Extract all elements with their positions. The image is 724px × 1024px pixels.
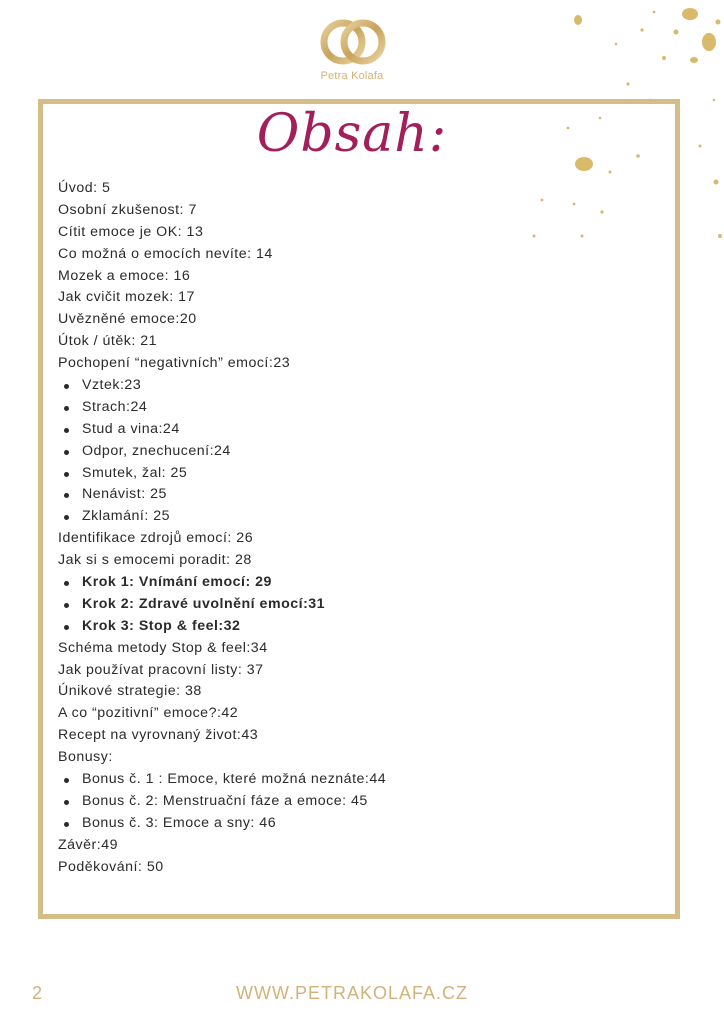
- toc-subitem: Krok 1: Vnímání emocí: 29: [58, 572, 658, 594]
- toc-subitem: Bonus č. 2: Menstruační fáze a emoce: 45: [58, 791, 658, 813]
- toc-item: Závěr:49: [58, 836, 118, 853]
- toc-item: Bonusy:: [58, 749, 113, 766]
- toc-item: Identifikace zdrojů emocí: 26: [58, 530, 254, 547]
- toc-item: Uvězněné emoce:20: [58, 311, 197, 328]
- toc-item: Pochopení “negativních” emocí:23: [58, 355, 291, 372]
- toc-subitem: Vztek:23: [58, 375, 658, 397]
- toc-subitem: Zklamání: 25: [58, 506, 658, 528]
- brand-name: Petra Kolafa: [320, 70, 384, 82]
- toc-item: Osobní zkušenost: 7: [58, 201, 197, 218]
- toc-item: Cítit emoce je OK: 13: [58, 223, 204, 240]
- toc-item: Jak cvičit mozek: 17: [58, 289, 195, 306]
- toc-item: Útok / útěk: 21: [58, 333, 157, 350]
- page-number: 2: [32, 983, 43, 1003]
- toc-item: Úvod: 5: [58, 180, 111, 196]
- toc-item: Poděkování: 50: [58, 858, 164, 875]
- table-of-contents: [58, 178, 658, 879]
- toc-subitem: Smutek, žal: 25: [58, 463, 658, 485]
- toc-subitem: Odpor, znechucení:24: [58, 441, 658, 463]
- toc-subitem: Bonus č. 3: Emoce a sny: 46: [58, 813, 658, 835]
- toc-item: Mozek a emoce: 16: [58, 267, 191, 284]
- toc-item: A co “pozitivní” emoce?:42: [58, 705, 239, 722]
- toc-item: Schéma metody Stop & feel:34: [58, 639, 268, 656]
- toc-subitem: Krok 2: Zdravé uvolnění emocí:31: [58, 594, 658, 616]
- toc-subitem: Strach:24: [58, 397, 658, 419]
- website-link[interactable]: WWW.PETRAKOLAFA.CZ: [235, 983, 468, 1003]
- logo: [316, 14, 390, 70]
- toc-item: Recept na vyrovnaný život:43: [58, 727, 259, 744]
- gold-interlocking-rings-icon: [316, 14, 390, 70]
- toc-subitem: Stud a vina:24: [58, 419, 658, 441]
- page-title: Obsah:: [256, 104, 448, 164]
- toc-item: Co možná o emocích nevíte: 14: [58, 245, 273, 262]
- toc-item: Jak si s emocemi poradit: 28: [58, 552, 252, 569]
- toc-subitem: Bonus č. 1 : Emoce, které možná neznáte:44: [58, 769, 658, 791]
- toc-item: Únikové strategie: 38: [58, 683, 202, 700]
- toc-subitem: Krok 3: Stop & feel:32: [58, 616, 658, 638]
- toc-item: Jak používat pracovní listy: 37: [58, 661, 264, 678]
- toc-subitem: Nenávist: 25: [58, 484, 658, 506]
